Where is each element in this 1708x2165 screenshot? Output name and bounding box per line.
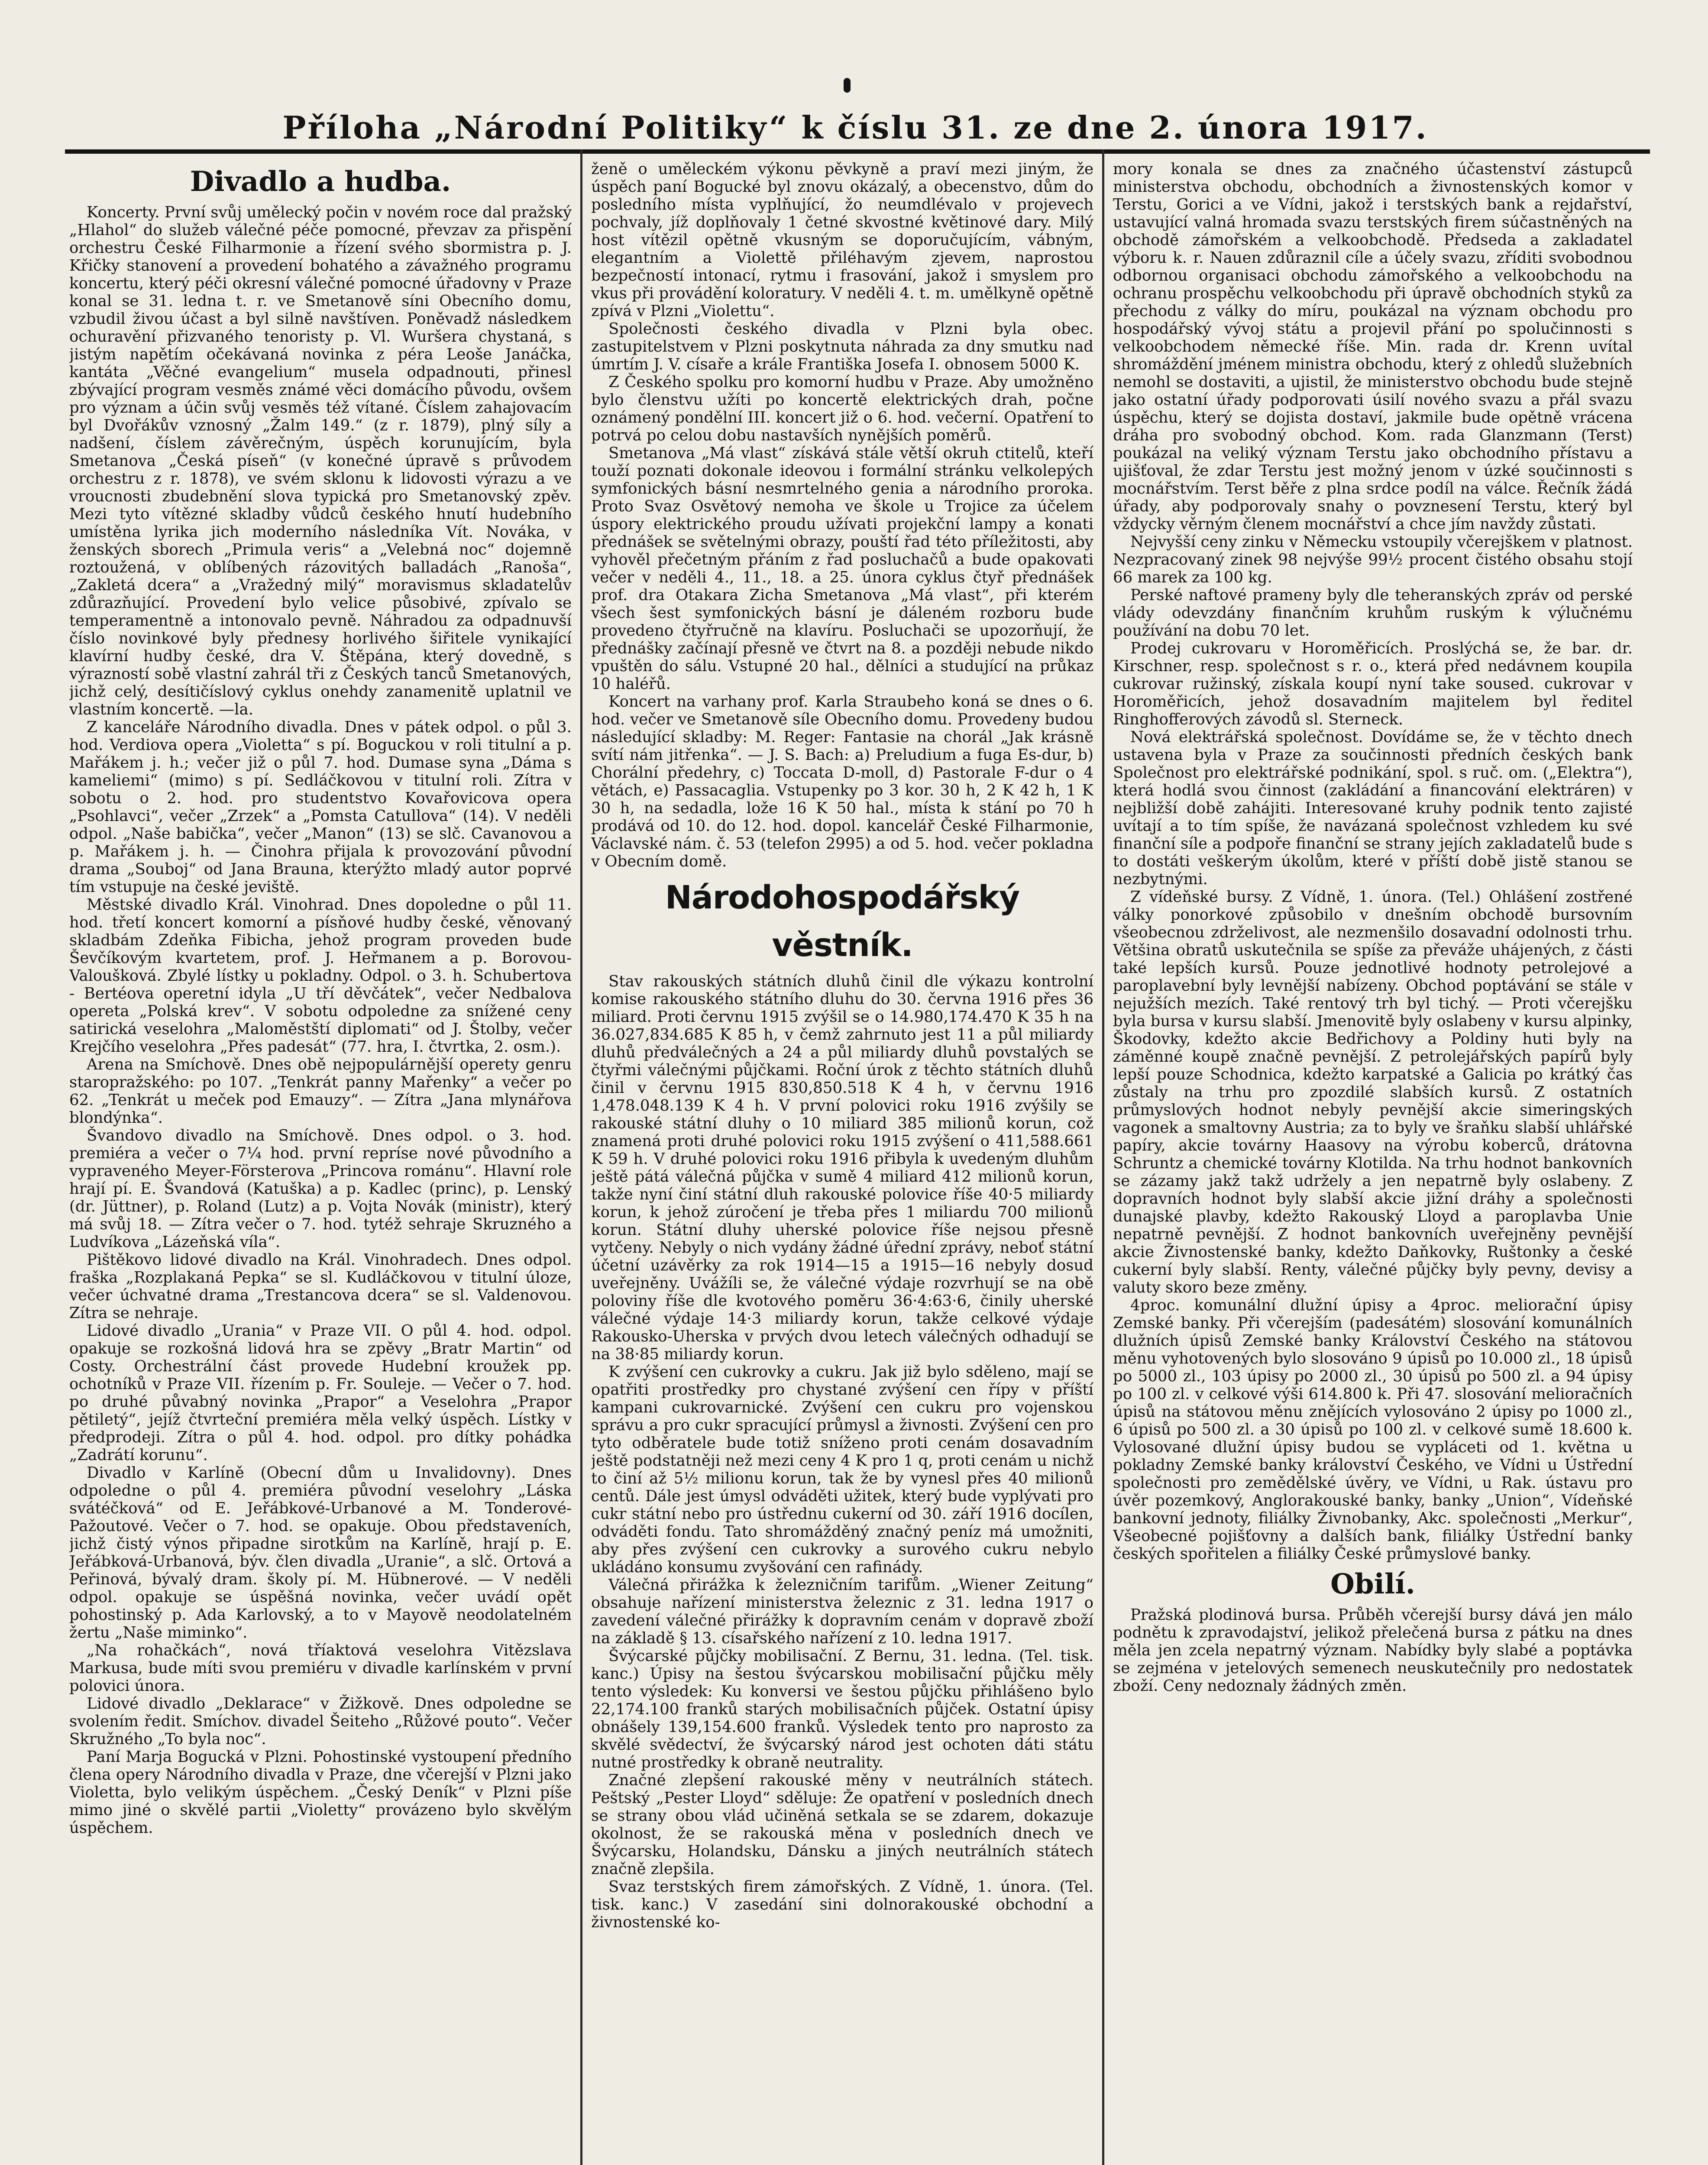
article-paragraph: Pištěkovo lidové divadlo na Král. Vinohradech. Dnes odpol. fraška „Rozplakaná Pepka“ se sl. Kudláčkovou v titulní úloze, večer úchvatné drama „Trestancova dcera“ se sl. Valdenovou. Zítra se nehraje.	[69, 1251, 572, 1322]
article-paragraph: mory konala se dnes za značného účastenství zástupců ministerstva obchodu, obchodních a živnostenských komor v Terstu, Gorici a ve Vídni, jakož i terstských bank a rejdařství, ustavující valná hromada svazu terstských firem súčastněných na obchodě zámořském a velkoobchodě. Předseda a zakladatel výboru k. r. Nauen zdůraznil cíle a účely svazu, zříditi svobodnou odbornou organisaci obchodu zámořského a velkoobchodu na ochranu prospěchu velkoobchodu při úpravě obchodních styků za přechodu z války do míru, poukázal na význam obchodu pro hospodářský vývoj státu a projevil přání po spolučinnosti s velkoobchodem německé říše. Min. rada dr. Krenn uvítal shromáždění jménem ministra obchodu, který z ohledů služebních nemohl se dostaviti, a ujistil, že ministerstvo obchodu bude stejně jako ostatní úřady podporovati úsilí nového svazu a přál svazu úspěchu, který se dojista dostaví, jakmile bude opětně vrácena dráha pro svobodný obchod. Kom. rada Glanzmann (Terst) poukázal na veliký význam Terstu jako obchodního přístavu a ujišťoval, že zdar Terstu jest možný jenom v úzké součinnosti s mocnářstvím. Terst běře z plna srdce podíl na válce. Řečník žádá úřady, aby podporovaly snahy o povznesení Terstu, který byl vždycky věrným členem mocnářství a chce jím navždy zůstati.	[1113, 160, 1633, 533]
article-paragraph: 4proc. komunální dlužní úpisy a 4proc. meliorační úpisy Zemské banky. Při včerejším (padesátém) slosování komunálních dlužních úpisů Zemské banky Království Českého na státovou měnu vyhotovených bylo slosováno 9 úpisů po 10.000 zl., 18 úpisů po 5000 zl., 103 úpisy po 2000 zl., 30 úpisů po 500 zl. a 94 úpisy po 100 zl. v celkové výši 614.800 k. Při 47. slosování melioračních úpisů na státovou měnu znějících vylosováno 2 úpisy po 1000 zl., 6 úpisů po 500 zl. a 30 úpisů po 100 zl. v celkové sumě 18.600 k. Vylosované dlužní úpisy budou se vypláceti od 1. května u pokladny Zemské banky království Českého, ve Vídni u Ústřední společnosti pro zemědělské úvěry, ve Vídni, u Rak. ústavu pro úvěr pozemkový, Anglorakouské banky, banky „Union“, Vídeňské bankovní jednoty, filiálky Živnobanky, Akc. společnosti „Merkur“, Všeobecné pojišťovny a dalších bank, filiálky Ústřední banky českých spořitelen a filiálky České průmyslové banky.	[1113, 1296, 1633, 1563]
page-header: Příloha „Národní Politiky“ k číslu 31. ze dne 2. února 1917.	[282, 109, 1428, 146]
header-rule	[65, 149, 1650, 154]
article-paragraph: Z Českého spolku pro komorní hudbu v Praze. Aby umožněno bylo členstvu užíti po koncertě elektrických drah, počne oznámený pondělní III. koncert již o 6. hod. večerní. Opatření to potrvá po celou dobu nastavších nynějších poměrů.	[591, 373, 1093, 444]
article-paragraph: Koncert na varhany prof. Karla Straubeho koná se dnes o 6. hod. večer ve Smetanově síle Obecního domu. Provedeny budou následující skladby: M. Reger: Fantasie na chorál „Jak krásně svítí nám jitřenka“. — J. S. Bach: a) Preludium a fuga Es-dur, b) Chorální předehry, c) Toccata D-moll, d) Pastorale F-dur o 4 větách, e) Passacaglia. Vstupenky po 3 kor. 30 h, 2 K 42 h, 1 K 30 h, na sedadla, lože 16 K 50 hal., místa k stání po 70 h prodává od 10. do 12. hod. dopol. kancelář České Filharmonie, Václavské nám. č. 53 (telefon 2995) a od 5. hod. večer pokladna v Obecním domě.	[591, 693, 1093, 870]
article-paragraph: Nejvyšší ceny zinku v Německu vstoupily včerejškem v platnost. Nezpracovaný zinek 98 nejvýše 99½ procent čistého obsahu stojí 66 marek za 100 kg.	[1113, 533, 1633, 586]
article-paragraph: „Na rohačkách“, nová tříaktová veselohra Vitězslava Markusa, bude míti svou premiéru v divadle karlínském v první polovici února.	[69, 1642, 572, 1695]
article-paragraph: Prodej cukrovaru v Horoměřicích. Proslýchá se, že bar. dr. Kirschner, resp. společnost s r. o., která před nedávnem koupila cukrovar ružinský, získala koupí nyní take soused. cukrovar v Horoměřicích, jehož dosavadním majitelem byl ředitel Ringhofferových závodů sl. Sterneck.	[1113, 640, 1633, 728]
article-paragraph: Stav rakouských státních dluhů činil dle výkazu kontrolní komise rakouského státního dluhu do 30. června 1916 přes 36 miliard. Proti červnu 1915 zvýšil se o 14.980,174.470 K 35 h na 36.027,834.685 K 85 h, v čemž zahrnuto jest 11 a půl miliardy dluhů předválečných a 24 a půl miliardy dluhů povstalých se čtyřmi válečnými půjčkami. Roční úrok z těchto státních dluhů činil v červnu 1915 830,850.518 K 4 h, v červnu 1916 1,478.048.139 K 4 h. V první polovici roku 1916 zvýšily se rakouské státní dluhy o 10 miliard 385 milionů korun, což znamená proti druhé polovici roku 1915 zvýšení o 411,588.661 K 59 h. V druhé polovici roku 1916 přibyla k uvedeným dluhům ještě pátá válečná půjčka v sumě 4 miliard 412 milionů korun, takže nyní činí státní dluh rakouské polovice říše 40·5 miliardy korun, k jehož zúročení je třeba přes 1 miliardu 700 milionů korun. Státní dluhy uherské polovice říše nejsou přesně vytčeny. Nebyly o nich vydány žádné úřední zprávy, neboť státní účetní uzávěrky za rok 1914—15 a 1915—16 nebyly dosud uveřejněny. Uvážíli se, že válečné výdaje rozvrhují se na obě poloviny říše dle kvotového poměru 36·4:63·6, činily uherské válečné výdaje 14·3 miliardy korun, takže celkové výdaje Rakousko-Uherska v prvých dvou letech válečných odhadují se na 38·85 miliardy korun.	[591, 973, 1093, 1363]
article-paragraph: Divadlo v Karlíně (Obecní dům u Invalidovny). Dnes odpoledne o půl 4. premiéra původní veselohry „Láska svátéčková“ od E. Jeřábkové-Urbanové a M. Tonderové-Pažoutové. Večer o 7. hod. se opakuje. Obou představeních, jichž čistý výnos připadne sirotkům na Karlíně, hrají p. E. Jeřábková-Urbanová, býv. člen divadla „Uranie“, a slč. Ortová a Peřinová, bývalý dram. školy pí. M. Hübnerové. — V neděli odpol. opakuje se úspěšná novinka, večer uvádí opět pohostinský p. Ada Karlovský, a to v Mayově neodolatelném žertu „Naše miminko“.	[69, 1464, 572, 1642]
article-paragraph: Arena na Smíchově. Dnes obě nejpopulárnější operety genru staropražského: po 107. „Tenkrát panny Mařenky“ a večer po 62. „Tenkrát u meček pod Emauzy“. — Zítra „Jana mlynářova blondýnka“.	[69, 1056, 572, 1127]
article-paragraph: Perské naftové prameny byly dle teheranských zpráv od perské vlády odevzdány finančním kruhům ruským k výlučnému používání na dobu 70 let.	[1113, 586, 1633, 640]
article-paragraph: Z vídeňské bursy. Z Vídně, 1. února. (Tel.) Ohlášení zostřené války ponorkové způsobilo v dnešním obchodě bursovním všeobecnou zdrželivost, ale nezmenšilo dosavadní odolnosti trhu. Většina obratů uskutečnila se spíše za převáže uhájených, z části také lepších kursů. Pouze jednotlivé hodnoty petrolejové a paroplavební byly levnější nabízeny. Obchod poptávání se stále v nejužších mezích. Také rentový trh byl tichý. — Proti včerejšku byla bursa v kursu slabší. Jmenovitě byly oslabeny v kursu alpinky, Škodovky, kdežto akcie Bedřichovy a Poldiny huti byly na záměnné koupě značně pevnější. Z petrolejářských papírů byly lepší pouze Schodnica, kdežto karpatské a Galicia po krátký čas zůstaly na trhu pro zpozdilé slabších kursů. Z ostatních průmyslových hodnot nebyly pevnější akcie simeringských vagonek a smaltovny Austria; za to byly ve šraňku slabší uhlářské papíry, akcie továrny Haasovy na výrobu koberců, drátovna Schruntz a chemické továrny Klotilda. Na trhu hodnot bankovních se zázamy jakž takž udržely a jen nepatrně byly oslabeny. Z dopravních hodnot byly slabší akcie jižní dráhy a společnosti dunajské plavby, kdežto Rakouský Lloyd a paroplavba Unie nepatrně pevnější. Z hodnot bankovních uveřejněny pevnější akcie Živnostenské banky, kdežto Daňkovky, Ruštonky a české cukerní byly slabší. Renty, válečné půjčky byly pevny, devisy a valuty skoro beze změny.	[1113, 888, 1633, 1296]
article-paragraph: Společnosti českého divadla v Plzni byla obec. zastupitelstvem v Plzni poskytnuta náhrada za dny smutku nad úmrtím J. V. císaře a krále Františka Josefa I. obnosem 5000 K.	[591, 320, 1093, 373]
column-divider	[580, 149, 582, 2165]
article-paragraph: K zvýšení cen cukrovky a cukru. Jak již bylo sděleno, mají se opatřiti prostředky pro chystané zvýšení cen řípy v příští kampani cukrovarnické. Zvýšení cen cukru pro vojenskou správu a pro cukr spracující průmysl a živnosti. Zvýšení cen pro tyto odběratele bude totiž sníženo proti cenám dosavadním ještě podstatněji než mezi ceny 4 K pro 1 q, proti cenám u nichž to činí až 5½ milionu korun, tak že by vynesl přes 40 milionů centů. Dále jest úmysl odváděti užitek, který bude vyplývati pro cukr státní nebo pro ústřednu cukerní od 30. září 1916 docílen, odváděti fondu. Tato shromážděný značný peníz má umožniti, aby přes zvýšení cen cukrovky a surového cukru nebylo ukládáno konsumu zvyšování cen rafinády.	[591, 1363, 1093, 1576]
article-paragraph: Lidové divadlo „Deklarace“ v Žižkově. Dnes odpoledne se svolením ředit. Smíchov. divadel Šeiteho „Růžové pouto“. Večer Skružného „To byla noc“.	[69, 1695, 572, 1748]
article-paragraph: Švandovo divadlo na Smíchově. Dnes odpol. o 3. hod. premiéra a večer o 7¼ hod. první repríse nové původního a vypraveného Meyer-Försterova „Princova románu“. Hlavní role hrají pí. E. Švandová (Katuška) a p. Kadlec (princ), p. Lenský (dr. Jüttner), p. Roland (Lutz) a p. Vojta Novák (ministr), který má svůj 18. — Zítra večer o 7. hod. tytéž sehraje Skruzného a Ludvíkova „Lázeňská víla“.	[69, 1127, 572, 1251]
article-paragraph: Nová elektrářská společnost. Dovídáme se, že v těchto dnech ustavena byla v Praze za součinnosti předních českých bank Společnost pro elektrářské podnikání, spol. s ruč. om. („Elektra“), která hodlá svou činnost (zakládání a financování elektráren) v nejbližší době zahájiti. Interesované kruhy podnik tento zajisté uvítají a to tím spíše, že navázaná společnost vzhledem ku své finanční síle a podpoře finanční se strany jejích zakladatelů bude s to dostáti veškerým úkolům, které v příští době jistě stanou se nezbytnými.	[1113, 728, 1633, 888]
column-2	[591, 160, 1093, 2165]
article-paragraph: Válečná přirážka k železničním tarifům. „Wiener Zeitung“ obsahuje nařízení ministerstva železnic z 31. ledna 1917 o zavedení válečné přirážky k dopravním cenám v dopravě zboží na základě § 13. císařského nařízení z 10. ledna 1917.	[591, 1576, 1093, 1647]
article-paragraph: Značné zlepšení rakouské měny v neutrálních státech. Peštský „Pester Lloyd“ sděluje: Že opatření v posledních dnech se strany obou vlád učiněná setkala se se zdarem, dokazuje okolnost, že se rakouská měna v posledních dnech ve Švýcarsku, Holandsku, Dánsku a jiných neutrálních státech značně zlepšila.	[591, 1771, 1093, 1878]
column-3	[1113, 160, 1633, 2165]
page-mark	[844, 78, 851, 93]
article-paragraph: Smetanova „Má vlast“ získává stále větší okruh ctitelů, kteří touží poznati dokonale ideovou i formální stránku velkolepých symfonických básní nesmrtelného genia a národního proroka. Proto Svaz Osvětový nemoha ve škole u Trojice za účelem úspory elektrického proudu užívati projekční lampy a konati přednášek se světelnými obrazy, pouští řad této příležitosti, aby vyhověl přečetným přáním z řad posluchačů a bude opakovati večer v neděli 4., 11., 18. a 25. února cyklus čtyř přednášek prof. dra Otakara Zicha Smetanova „Má vlast“, při kterém všech šest symfonických básní je dáleném rozboru bude provedeno čtyřručně na klavíru. Posluchači se upozorňují, že přednášky začínají přesně ve čtvrt na 8. a později nebude nikdo vpuštěn do sálu. Vstupné 20 hal., dělníci a studující na průkaz 10 haléřů.	[591, 444, 1093, 693]
article-paragraph: Městské divadlo Král. Vinohrad. Dnes dopoledne o půl 11. hod. třetí koncert komorní a písňové hudby české, věnovaný skladbám Zdeňka Fibicha, jehož program proveden bude Ševčíkovým kvartetem, prof. J. Heřmanem a p. Borovou-Valoušková. Zbylé lístky u pokladny. Odpol. o 3. h. Schubertova - Bertéova operetní idyla „U tří děvčátek“, večer Nedbalova opereta „Polská krev“. V sobotu odpoledne za snížené ceny satirická veselohra „Maloměstští diplomati“ od J. Štolby, večer Krejčího veselohra „Přes padesát“ (77. hra, I. čtvrtka, 2. osm.).	[69, 896, 572, 1056]
column-1	[69, 160, 572, 2165]
article-paragraph: ženě o uměleckém výkonu pěvkyně a praví mezi jiným, že úspěch paní Bogucké byl znovu okázalý, a obecenstvo, dům do posledního místa vyplňující, žo neumdlévalo v projevech pochvaly, jíž doplňovaly 1 četné skvostné květinové dary. Milý host vítězil opětně vkusným se doporučujícím, vábným, elegantním a Violettě přiléhavým zjevem, naprostou bezpečností intonací, rytmu i frasování, jakož i smyslem pro vkus při provádění koloratury. V neděli 4. t. m. umělkyně opětně zpívá v Plzni „Violettu“.	[591, 160, 1093, 320]
article-paragraph: Švýcarské půjčky mobilisační. Z Bernu, 31. ledna. (Tel. tisk. kanc.) Úpisy na šestou švýcarskou mobilisační půjčku měly tento výsledek: Ku konversi ve šestou půjčku přihlášeno bylo 22,174.100 franků starých mobilisačních půjček. Ostatní úpisy obnášely 139,154.600 franků. Výsledek tento pro naprosto za skvělé svědectví, že švýcarský národ jest ochoten dáti státu nutné prostředky k obraně neutrality.	[591, 1647, 1093, 1771]
article-paragraph: Pražská plodinová bursa. Průběh včerejší bursy dává jen málo podnětu k zpravodajství, jelikož přelečená bursa z pátku na dnes měla jen zcela nepatrný význam. Nabídky byly slabé a poptávka se zejména v jetelových semenech neuskutečnily pro nedostatek zboží. Ceny nedoznaly žádných změn.	[1113, 1606, 1633, 1695]
article-paragraph: Koncerty. První svůj umělecký počin v novém roce dal pražský „Hlahol“ do služeb válečné péče pomocné, převzav za přispění orchestru České Filharmonie a řízení svého sbormistra p. J. Křičky stanovení a provedení bohatého a závažného programu koncertu, který péči okresní válečné pomocné úřadovny v Praze konal se 31. ledna t. r. ve Smetanově síni Obecního domu, vzbudil živou účast a byl silně navštíven. Poněvadž následkem ochuravění přizvaného tenoristy p. Vl. Wuršera chystaná, s jistým napětím očekávaná novinka z péra Leoše Janáčka, kantáta „Věčné evangelium“ musela odpadnouti, přinesl zbývající program vesměs známé věci domácího původu, ovšem pro význam a účin svůj vesměs též vítané. Číslem zahajovacím byl Dvořákův vznosný „Žalm 149.“ (z r. 1879), plný síly a nadšení, číslem závěrečným, úspěch korunujícím, byla Smetanova „Česká píseň“ (v konečné úpravě s průvodem orchestru z r. 1878), ve svém sklonu k lidovosti výrazu a ve vroucnosti zbudebnění slova typická pro Smetanovský zpěv. Mezi tyto vítězné skladby vůdců českého hnutí hudebního umístěna lyrika jich moderního následníka Vít. Nováka, v ženských sborech „Primula veris“ a „Velebná noc“ dojemně roztoužená, v oblíbených rázovitých balladách „Ranoša“, „Zakletá dcera“ a „Vražedný milý“ moravismus skladatelův zdůrazňující. Provedení bylo velice působivé, zpívalo se temperamentně a intonovalo pevně. Náhradou za odpadnuvší číslo novinkové byly přednesy horlivého šiřitele vynikající klavírní hudby české, dra V. Štěpána, který dovedně, s výrazností sobě vlastní zahrál tři z Českých tanců Smetanových, jichž celý, desítičíslový cyklus onehdy zanamenitě uplatnil ve vlastním koncertě. —la.	[69, 204, 572, 718]
article-paragraph: Z kanceláře Národního divadla. Dnes v pátek odpol. o půl 3. hod. Verdiova opera „Violetta“ s pí. Boguckou v roli titulní a p. Mařákem j. h.; večer již o půl 7. hod. Dumase syna „Dáma s kameliemi“ (mimo) s pí. Sedláčkovou v titulní roli. Zítra v sobotu o 2. hod. pro studentstvo Kovařovicova opera „Psohlavci“, večer „Zrzek“ a „Pomsta Catullova“ (14). V neděli odpol. „Naše babička“, večer „Manon“ (13) se slč. Cavanovou a p. Mařákem j. h. — Činohra přijala k provozování původní drama „Souboj“ od Jana Brauna, kterýžto mladý autor poprvé tím vstupuje na české jeviště.	[69, 718, 572, 896]
article-paragraph: Paní Marja Bogucká v Plzni. Pohostinské vystoupení předního člena opery Národního divadla v Praze, dne včerejší v Plzni jako Violetta, bylo velikým úspěchem. „Český Deník“ v Plzni píše mimo jiné o skvělé partii „Violetty“ provázeno bylo skvělým úspěchem.	[69, 1748, 572, 1837]
section-heading: Divadlo a hudba.	[190, 165, 451, 198]
section-heading: Obilí.	[1330, 1568, 1415, 1600]
section-heading: Národohospodářský věstník.	[665, 879, 1020, 964]
article-paragraph: Svaz terstských firem zámořských. Z Vídně, 1. února. (Tel. tisk. kanc.) V zasedání sini dolnorakouské obchodní a živnostenské ko-	[591, 1878, 1093, 1931]
article-paragraph: Lidové divadlo „Urania“ v Praze VII. O půl 4. hod. odpol. opakuje se rozkošná lidová hra se zpěvy „Bratr Martin“ od Costy. Orchestrální část provede Hudební kroužek pp. ochotníků v Praze VII. řízením p. Fr. Souleje. — Večer o 7. hod. po druhé půvabný novinka „Prapor“ a Veselohra „Prapor pětiletý“, jejíž čtvrteční premiéra měla velký úspěch. Lístky v předprodeji. Zítra o půl 4. hod. odpol. pro dítky pohádka „Zadrátí korunu“.	[69, 1322, 572, 1464]
column-divider	[1102, 149, 1104, 2165]
